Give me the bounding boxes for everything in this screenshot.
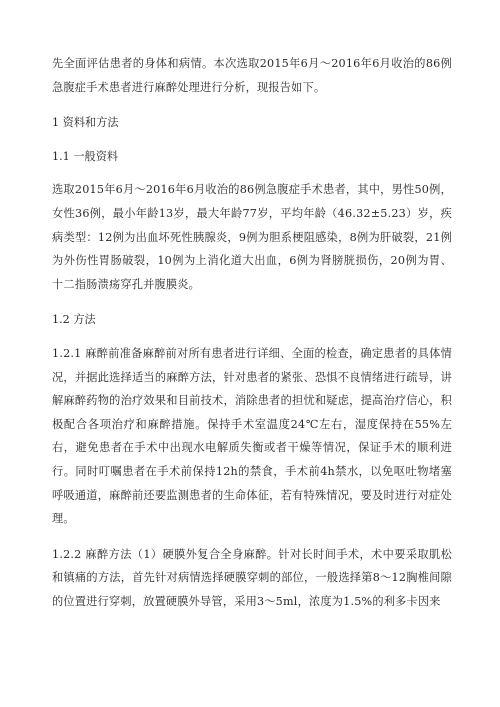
anesthesia-method-paragraph: 1.2.2 麻醉方法（1）硬膜外复合全身麻醉。针对长时间手术，术中要采取肌松和镇痛的方法，首先针对病情选择硬膜穿刺的部位，一般选择第8～12胸椎间隙的位置进行穿刺，放置硬膜外导管，采用3～5ml，浓度为1.5%的利多卡因来: [52, 547, 452, 608]
subsection-heading-general-data: 1.1 一般资料: [52, 149, 119, 163]
section-heading-materials-methods: 1 资料和方法: [52, 116, 119, 130]
general-data-paragraph: 选取2015年6月～2016年6月收治的86例急腹症手术患者，其中，男性50例，女性36例，最小年龄13岁，最大年龄77岁，平均年龄（46.32±5.23）岁，疾病类型：12例为出血坏死性胰腺炎，9例为胆系梗阻感染，8例为肝破裂，21例为外伤性胃肠破裂，10例为上消化道大出血，6例为肾膀胱损伤，20例为胃、十二指肠溃疡穿孔并腹膜炎。: [52, 183, 452, 291]
anesthesia-preparation-paragraph: 1.2.1 麻醉前准备麻醉前对所有患者进行详细、全面的检查，确定患者的具体情况，并据此选择适当的麻醉方法，针对患者的紧张、恐惧不良情绪进行疏导，讲解麻醉药物的治疗效果和目前技术，消除患者的担忧和疑虑，提高治疗信心，积极配合各项治疗和麻醉措施。保持手术室温度24℃左右，湿度保持在55%左右，避免患者在手术中出现水电解质失衡或者干燥等情况，保证手术的顺利进行。同时叮嘱患者在手术前保持12h的禁食，手术前4h禁水，以免呕吐物堵塞呼吸通道，麻醉前还要监测患者的生命体征，若有特殊情况，要及时进行对症处理。: [52, 346, 452, 526]
document-page: [52, 52, 452, 613]
intro-paragraph: 先全面评估患者的身体和病情。本次选取2015年6月～2016年6月收治的86例急腹症手术患者进行麻醉处理进行分析，现报告如下。: [52, 57, 452, 94]
subsection-heading-methods: 1.2 方法: [52, 313, 96, 327]
